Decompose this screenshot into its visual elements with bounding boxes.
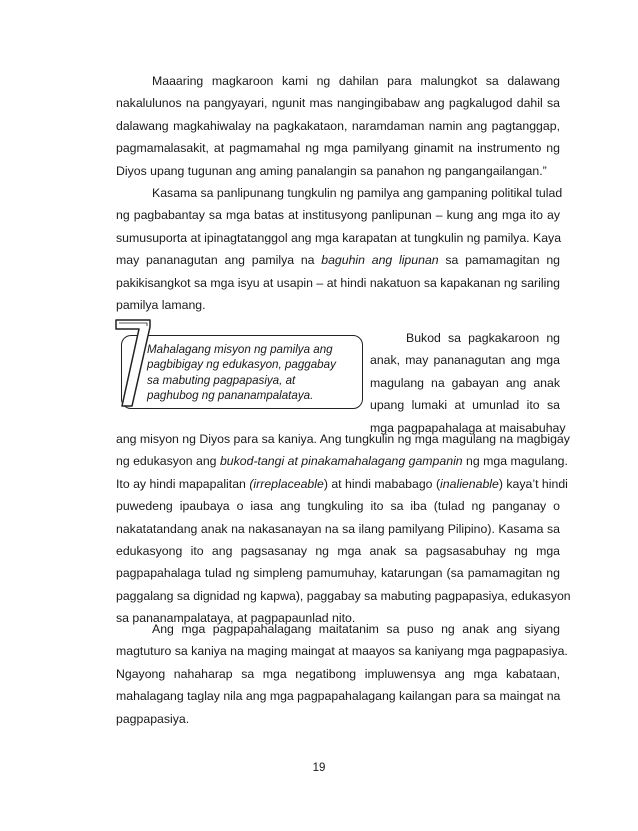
paragraph-3-wrap-column [370, 327, 566, 439]
paragraph-1-line: Maaaring magkaroon kami ng dahilan para malungkot sa dalawang [152, 74, 560, 88]
paragraph-2-line: Kasama sa panlipunang tungkulin ng pamilya ang gampaning politikal tulad [152, 186, 563, 200]
paragraph-3-line [116, 450, 568, 472]
paragraph-1-line: Diyos upang tugunan ang aming panalangin sa panahon ng pangangailangan.” [116, 163, 547, 178]
callout-box [113, 318, 363, 410]
text-run: ) at hindi mababago ( [323, 476, 441, 491]
callout-text [147, 342, 347, 404]
paragraph-3-line: Bukod sa pagkakaroon ng [406, 331, 560, 345]
paragraph-3-line: mga pagpapahalaga at maisabuhay [370, 420, 566, 435]
text-run: may pananagutan ang pamilya na [116, 253, 322, 268]
paragraph-3-line [116, 473, 568, 495]
paragraph-1 [116, 70, 560, 182]
paragraph-1-line: dalawang magkahiwalay na pagkakataon, naramdaman namin ang pagtanggap, [116, 118, 560, 133]
emphasis-text: baguhin ang lipunan [321, 253, 439, 268]
page-number: 19 [312, 762, 326, 774]
paragraph-4-line: mahalagang taglay nila ang mga pagpapahalagang kailangan para sa maingat na [116, 689, 561, 704]
paragraph-3-line: upang lumaki at umunlad ito sa [370, 398, 560, 413]
paragraph-2 [116, 182, 563, 316]
paragraph-3-line: paggalang sa dignidad ng kapwa), paggabay sa mabuting pagpapasiya, edukasyon [116, 588, 571, 603]
paragraph-4 [116, 618, 568, 730]
paragraph-1-line: pagmamalasakit, at pagmamahal ng mga pamilyang ginamit na instrumento ng [116, 141, 560, 156]
emphasis-text: inalienable [440, 476, 499, 491]
callout-line: sa mabuting pagpapasiya, at [147, 373, 296, 387]
paragraph-3-line: edukasyong ito ang pagsasanay ng mga anak sa pagsasabuhay ng mga [116, 544, 560, 559]
paragraph-2-line [116, 249, 560, 271]
paragraph-2-line: sumusuporta at ipinagtatanggol ang mga karapatan at tungkulin ng pamilya. Kaya [116, 230, 562, 245]
paragraph-2-line: pamilya lamang. [116, 298, 206, 313]
paragraph-3-line: pagpapahalaga tulad ng simpleng pamumuhay, katarungan (sa pamamagitan ng [116, 566, 560, 581]
paragraph-4-line: magtuturo sa kaniya na maging maingat at maayos sa kaniyang mga pagpapasiya. [116, 644, 568, 659]
text-run: Ito ay hindi mapapalitan [116, 476, 250, 491]
emphasis-text: (irreplaceable [249, 476, 324, 491]
paragraph-3-line: magulang na gabayan ang anak [370, 375, 560, 390]
text-run: ) kaya’t hindi [498, 476, 568, 491]
text-run: sa pamamagitan ng [438, 253, 560, 268]
callout-line: pagbibigay ng edukasyon, paggabay [147, 358, 336, 372]
callout-line: Mahalagang misyon ng pamilya ang [147, 343, 333, 356]
paragraph-2-line: ng pagbabantay sa mga batas at institusyong panlipunan – kung ang mga ito ay [116, 208, 560, 223]
paragraph-3-line: ang misyon ng Diyos para sa kaniya. Ang tungkulin ng mga magulang na magbigay [116, 432, 570, 446]
callout-line: paghubog ng pananampalataya. [147, 389, 314, 403]
paragraph-3 [116, 428, 571, 630]
paragraph-3-line: nakatatandang anak na nakasanayan na sa ilang pamilyang Pilipino). Kasama sa [116, 521, 560, 536]
paragraph-2-line: pakikisangkot sa mga isyu at usapin – at hindi nakatuon sa kapakanan ng sariling [116, 275, 560, 290]
paragraph-3-line: anak, may pananagutan ang mga [370, 353, 560, 368]
paragraph-3-line: puwedeng ipaubaya o iasa ang tungkuling ito sa iba (tulad ng panganay o [116, 499, 560, 514]
paragraph-4-line: Ang mga pagpapahalagang maitatanim sa puso ng anak ang siyang [152, 622, 560, 636]
text-run: ng mga magulang. [462, 454, 568, 469]
text-run: ng edukasyon ang [116, 454, 220, 469]
emphasis-text: bukod-tangi at pinakamahalagang gampanin [219, 454, 463, 469]
paragraph-3-line: sa pananampalataya, at pagpapaunlad nito. [116, 611, 356, 626]
paragraph-4-line: Ngayong nahaharap sa mga negatibong impluwensya ang mga kabataan, [116, 666, 560, 681]
paragraph-4-line: pagpapasiya. [116, 711, 190, 726]
paragraph-1-line: nakalulunos na pangyayari, ngunit mas nangingibabaw ang pagkalugod dahil sa [116, 96, 560, 111]
